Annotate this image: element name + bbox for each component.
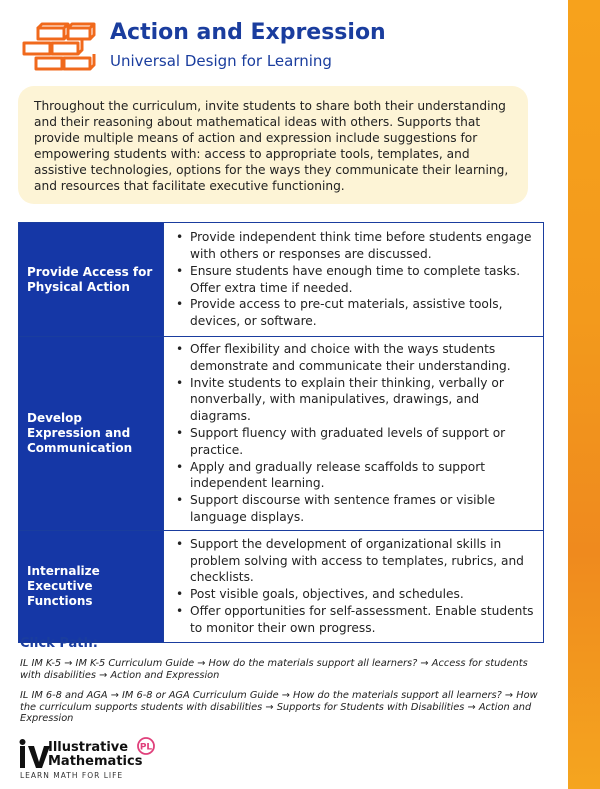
table-row [19, 337, 544, 531]
list-item: • Provide independent think time before students engage with others or responses are discussed. [174, 229, 535, 263]
click-path-k5: IL IM K-5 → IM K-5 Curriculum Guide → How do the materials support all learners? → Access for students with disabilities → Action and Expression [20, 658, 528, 681]
row-items [164, 530, 544, 642]
page-title: Action and Expression [110, 20, 386, 45]
logo-tagline: LEARN MATH FOR LIFE [20, 771, 124, 780]
list-item: • Offer opportunities for self-assessment. Enable students to monitor their own progress. [174, 603, 535, 637]
list-item: • Ensure students have enough time to complete tasks. Offer extra time if needed. [174, 263, 535, 297]
page-subtitle: Universal Design for Learning [110, 52, 332, 70]
table-row [19, 530, 544, 642]
logo-line-1: Illustrative [48, 740, 129, 755]
list-item: • Offer flexibility and choice with the ways students demonstrate and communicate their understanding. [174, 341, 535, 375]
orange-side-stripe [568, 0, 600, 789]
list-item: • Provide access to pre-cut materials, assistive tools, devices, or software. [174, 296, 535, 330]
row-category: Develop Expression and Communication [19, 337, 164, 531]
list-item: • Apply and gradually release scaffolds to support independent learning. [174, 459, 535, 493]
row-items [164, 337, 544, 531]
row-items [164, 223, 544, 337]
list-item: • Invite students to explain their thinking, verbally or nonverbally, with manipulatives, drawings, and diagrams. [174, 375, 535, 425]
list-item: • Support discourse with sentence frames or visible language displays. [174, 492, 535, 526]
click-path-6-8: IL IM 6-8 and AGA → IM 6-8 or AGA Curriculum Guide → How do the materials support all learners? → How the curriculum supports students with disabilities → Supports for Students with Disabilities → Action and Expression [20, 690, 538, 724]
intro-text: Throughout the curriculum, invite students to share both their understanding and their reasoning about mathematical ideas with others. Supports that provide multiple means of action and expression include suggestions for empowering students with: access to appropriate tools, templates, and assistive technologies, options for the ways they communicate their learning, and resources that facilitate executive functioning. [34, 99, 509, 193]
list-item: • Support fluency with graduated levels of support or practice. [174, 425, 535, 459]
list-item: • Support the development of organizational skills in problem solving with access to templates, rubrics, and checklists. [174, 536, 535, 586]
list-item: • Post visible goals, objectives, and schedules. [174, 586, 535, 603]
pl-badge: PL [139, 742, 153, 753]
bricks-icon [20, 22, 96, 72]
udl-table [18, 222, 544, 643]
click-path-heading: Click Path: [20, 636, 98, 651]
logo-wordmark [48, 741, 142, 769]
row-category: Internalize Executive Functions [19, 530, 164, 642]
logo-line-2: Mathematics [48, 754, 143, 769]
intro-panel [18, 86, 528, 204]
row-category: Provide Access for Physical Action [19, 223, 164, 337]
table-row [19, 223, 544, 337]
